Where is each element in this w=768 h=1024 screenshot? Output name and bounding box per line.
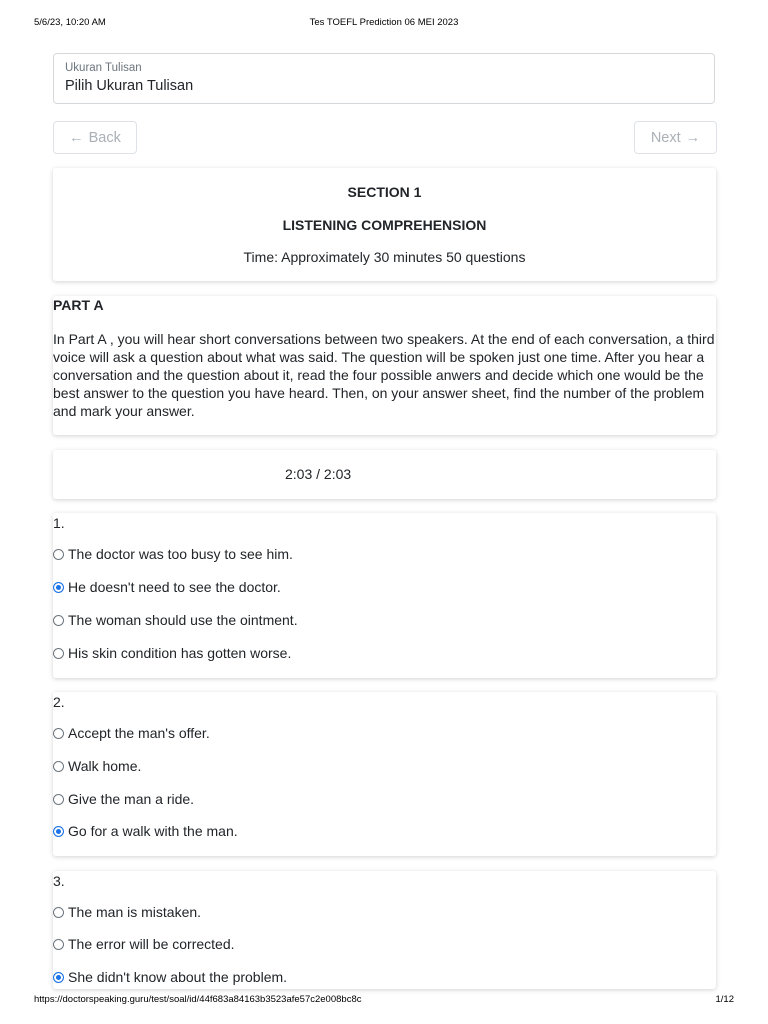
answer-option[interactable] bbox=[53, 545, 293, 563]
radio-icon[interactable] bbox=[53, 794, 64, 805]
audio-time: 2:03 / 2:03 bbox=[285, 466, 352, 482]
radio-checked-icon[interactable] bbox=[53, 582, 64, 593]
answer-option-label: The error will be corrected. bbox=[68, 936, 235, 952]
font-size-select[interactable] bbox=[53, 53, 715, 104]
print-header bbox=[34, 17, 734, 28]
answer-option-label: Go for a walk with the man. bbox=[68, 823, 238, 839]
print-url: https://doctorspeaking.guru/test/soal/id/44f683a84163b3523afe57c2e008bc8c bbox=[34, 994, 362, 1005]
arrow-right-icon: → bbox=[685, 129, 701, 146]
radio-icon[interactable] bbox=[53, 549, 64, 560]
question-number: 2. bbox=[53, 694, 65, 710]
print-datetime: 5/6/23, 10:20 AM bbox=[34, 17, 106, 28]
next-button[interactable] bbox=[634, 121, 717, 154]
answer-option[interactable] bbox=[53, 578, 281, 596]
back-button[interactable] bbox=[53, 121, 137, 154]
answer-option[interactable] bbox=[53, 644, 291, 662]
answer-option[interactable] bbox=[53, 903, 201, 921]
radio-icon[interactable] bbox=[53, 728, 64, 739]
section-subtitle: LISTENING COMPREHENSION bbox=[282, 217, 487, 233]
section-time: Time: Approximately 30 minutes 50 questions bbox=[243, 249, 526, 265]
arrow-left-icon: ← bbox=[69, 129, 84, 146]
answer-option-label: Accept the man's offer. bbox=[68, 725, 210, 741]
answer-option[interactable] bbox=[53, 935, 235, 953]
audio-player[interactable] bbox=[53, 450, 716, 499]
question-number: 1. bbox=[53, 515, 65, 531]
question-card bbox=[53, 513, 716, 678]
radio-icon[interactable] bbox=[53, 761, 64, 772]
answer-option-label: The man is mistaken. bbox=[68, 904, 202, 920]
print-page-title: Tes TOEFL Prediction 06 MEI 2023 bbox=[309, 17, 459, 28]
answer-option[interactable] bbox=[53, 822, 238, 840]
font-size-label: Ukuran Tulisan bbox=[65, 62, 142, 74]
radio-icon[interactable] bbox=[53, 648, 64, 659]
question-number: 3. bbox=[53, 873, 65, 889]
answer-option-label: Give the man a ride. bbox=[68, 791, 195, 807]
print-footer bbox=[34, 994, 734, 1005]
answer-option-label: She didn't know about the problem. bbox=[68, 969, 288, 985]
answer-option-label: Walk home. bbox=[68, 758, 142, 774]
radio-checked-icon[interactable] bbox=[53, 826, 64, 837]
answer-option[interactable] bbox=[53, 790, 194, 808]
answer-option-label: He doesn't need to see the doctor. bbox=[68, 579, 281, 595]
next-button-label: Next bbox=[650, 129, 681, 146]
radio-icon[interactable] bbox=[53, 907, 64, 918]
answer-option-label: His skin condition has gotten worse. bbox=[68, 645, 292, 661]
answer-option[interactable] bbox=[53, 968, 287, 986]
answer-option-label: The doctor was too busy to see him. bbox=[68, 546, 293, 562]
radio-icon[interactable] bbox=[53, 939, 64, 950]
font-size-value: Pilih Ukuran Tulisan bbox=[65, 78, 194, 94]
question-card bbox=[53, 871, 716, 989]
radio-icon[interactable] bbox=[53, 615, 64, 626]
radio-checked-icon[interactable] bbox=[53, 972, 64, 983]
part-instructions: In Part A , you will hear short conversations between two speakers. At the end of each conversation, a third voice will ask a question about what was said. The question will be spoken just one time. After you hear a conversation and the question about it, read the four possible anwers and decide which one would be the best answer to the question you have heard. Then, on your answer sheet, find the number of the problem and mark your answer. bbox=[53, 331, 715, 419]
answer-option[interactable] bbox=[53, 757, 141, 775]
print-page-number: 1/12 bbox=[715, 994, 734, 1005]
section-card bbox=[53, 168, 716, 281]
back-button-label: Back bbox=[88, 129, 121, 146]
answer-option[interactable] bbox=[53, 724, 210, 742]
question-card bbox=[53, 692, 716, 856]
answer-option-label: The woman should use the ointment. bbox=[68, 612, 298, 628]
section-title: SECTION 1 bbox=[347, 184, 422, 200]
part-card bbox=[53, 296, 716, 435]
answer-option[interactable] bbox=[53, 611, 298, 629]
part-title: PART A bbox=[53, 297, 104, 313]
